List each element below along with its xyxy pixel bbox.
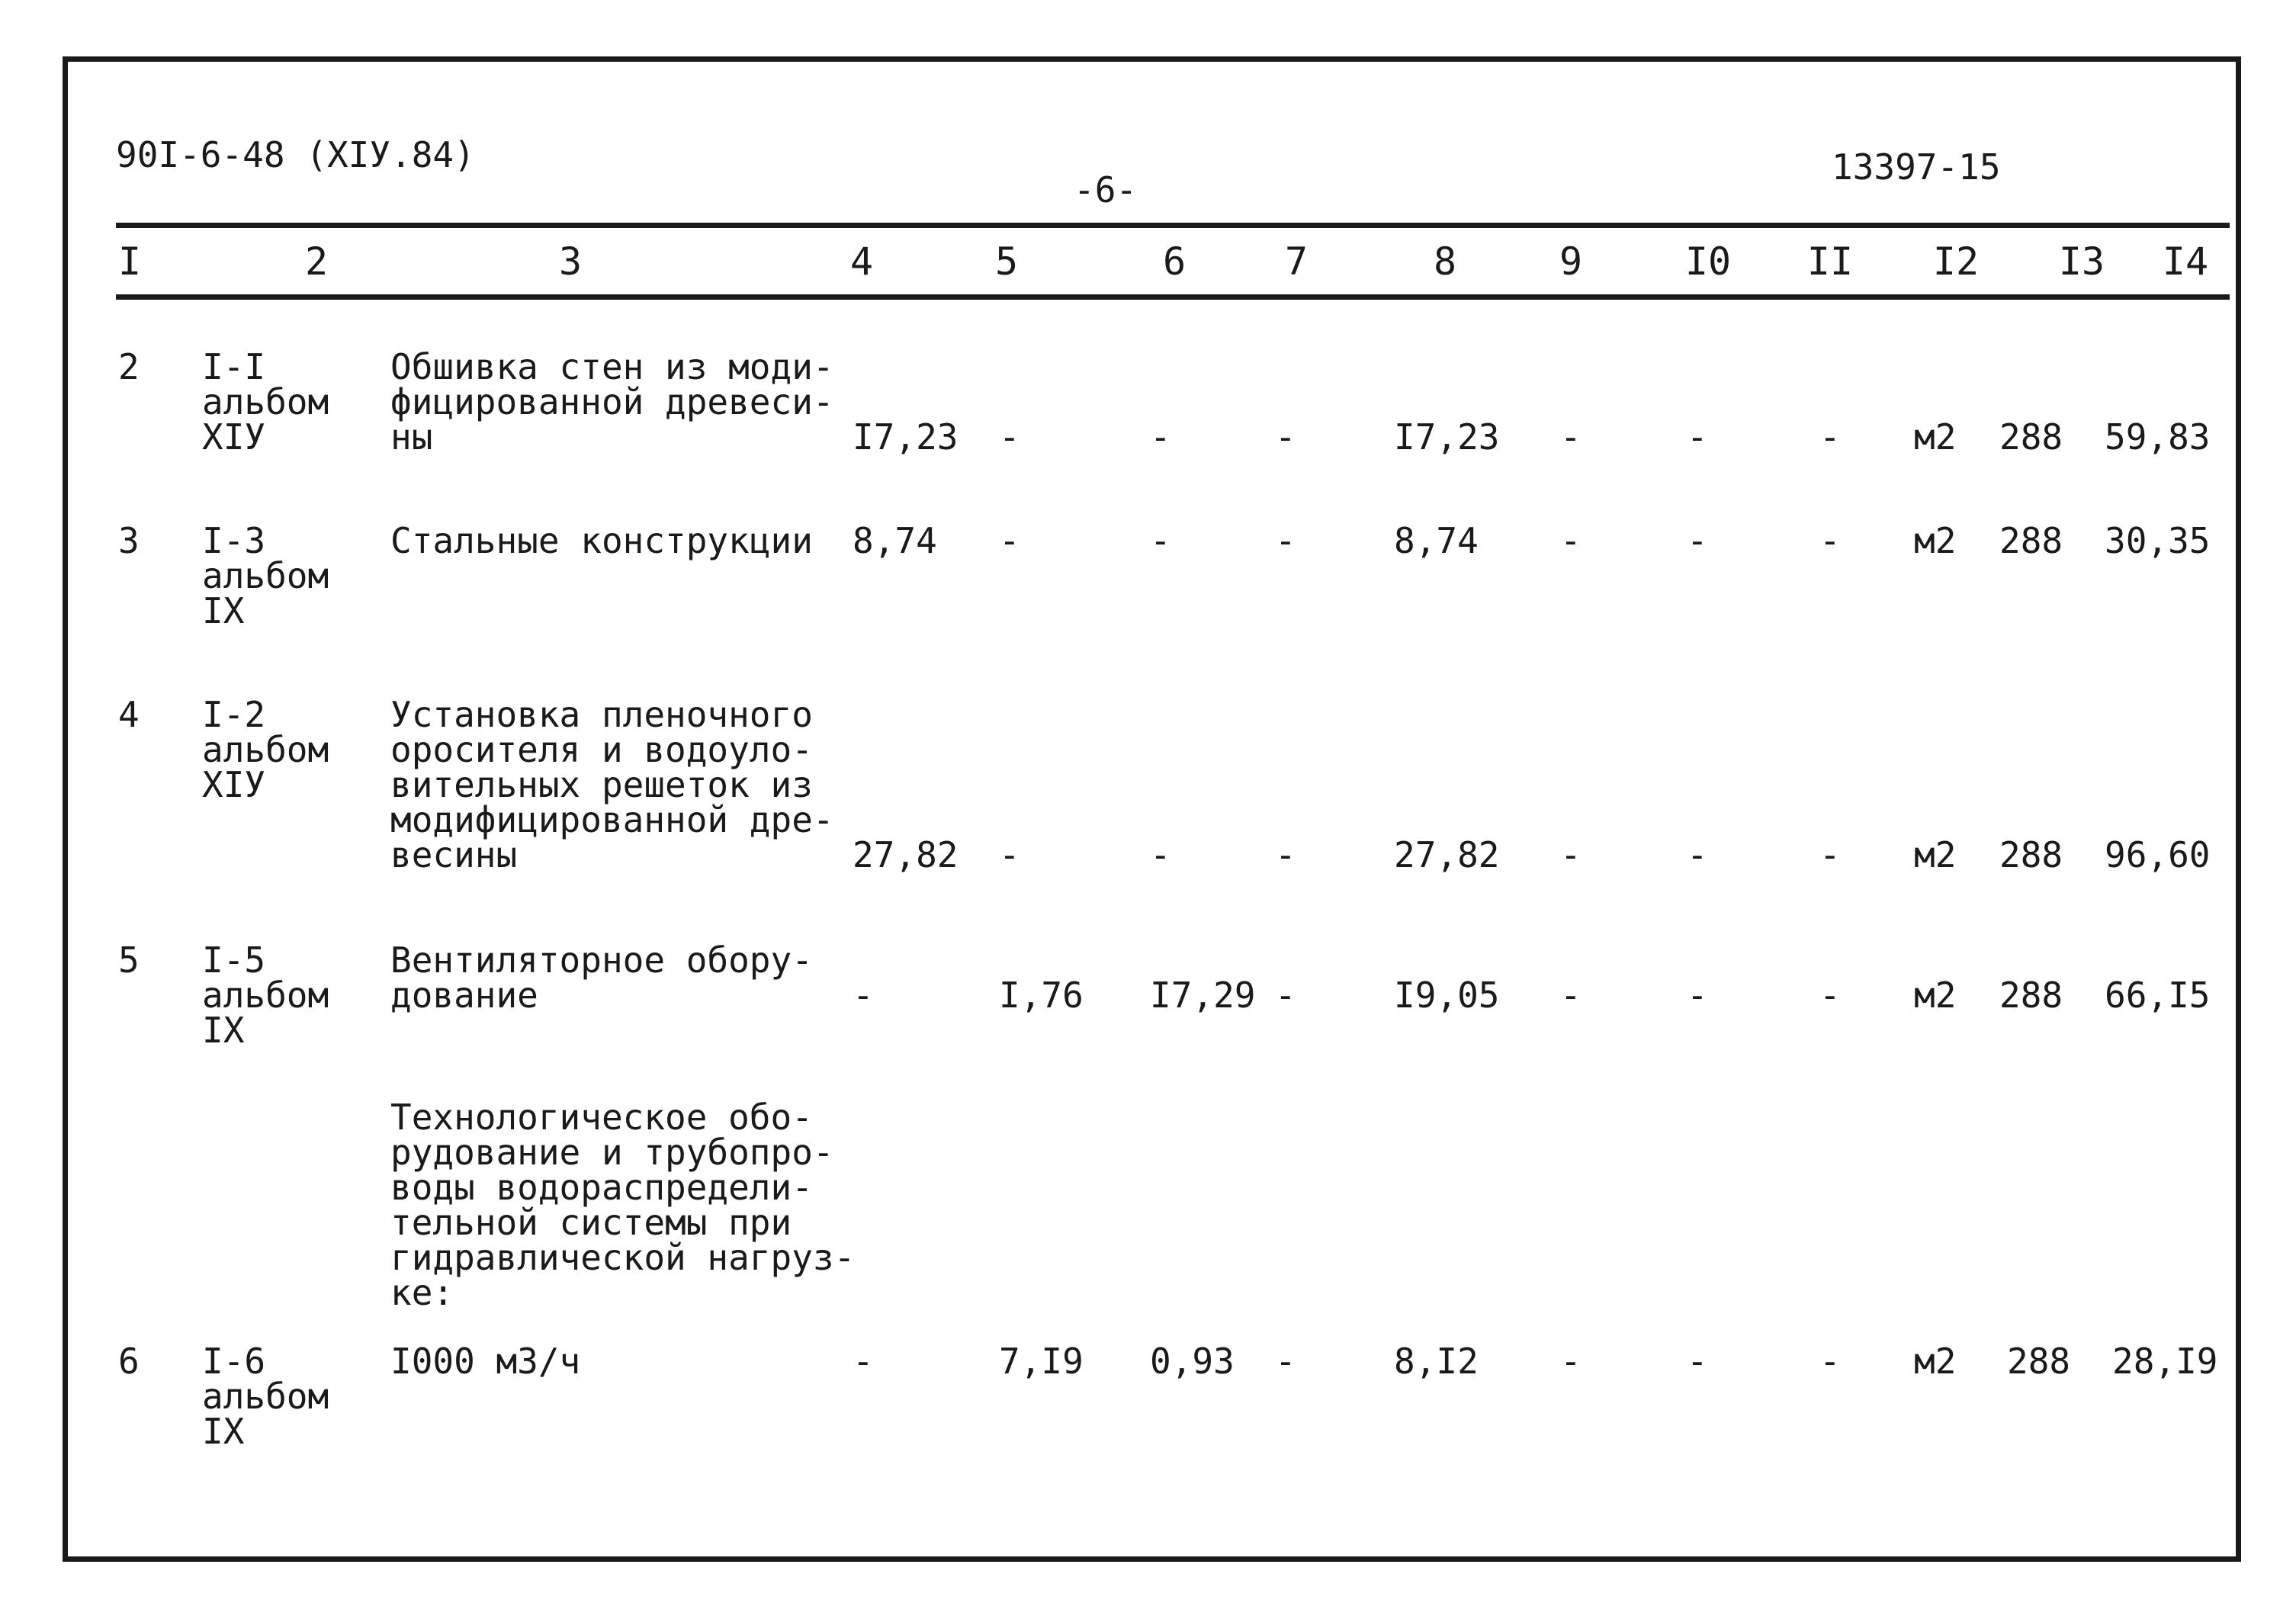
row-description [390, 346, 834, 458]
cell-col13: 288 [1999, 520, 2063, 561]
cell-col9: - [1560, 975, 1582, 1016]
cell-col14: 59,83 [2105, 416, 2211, 458]
cell-col8: 8,I2 [1394, 1341, 1479, 1382]
col-number-8: 8 [1433, 239, 1457, 284]
desc-line: Установка пленочного [390, 694, 813, 735]
doc-code: 90I-6-48 (XIУ.84) [116, 134, 475, 175]
ref-line: XIУ [202, 416, 266, 458]
table-top-rule [116, 223, 2230, 228]
section-description [390, 1097, 856, 1313]
row-description [390, 520, 813, 561]
cell-col14: 28,I9 [2112, 1341, 2218, 1382]
row-reference [202, 939, 329, 1051]
cell-col4: 8,74 [853, 520, 937, 561]
desc-line: ны [390, 416, 433, 458]
cell-col11: - [1819, 834, 1841, 875]
col-number-5: 5 [994, 239, 1019, 284]
col-number-3: 3 [558, 239, 583, 284]
desc-line: Технологическое обо- [390, 1097, 813, 1138]
cell-col8: 8,74 [1394, 520, 1479, 561]
desc-line: тельной системы при [390, 1202, 792, 1243]
ref-line: I-5 [202, 939, 266, 981]
row-reference [202, 520, 329, 631]
col-number-13: I3 [2058, 239, 2105, 284]
desc-line: оросителя и водоуло- [390, 729, 813, 770]
row-description [390, 694, 834, 875]
ref-line: I-3 [202, 520, 266, 561]
cell-col5: - [999, 520, 1020, 561]
cell-col9: - [1560, 834, 1582, 875]
row-number: 6 [118, 1341, 140, 1382]
col-number-11: II [1806, 239, 1854, 284]
desc-line: весины [390, 834, 518, 875]
cell-col14: 30,35 [2105, 520, 2211, 561]
cell-unit: м2 [1914, 834, 1957, 875]
cell-col4: I7,23 [853, 416, 959, 458]
cell-col7: - [1275, 520, 1296, 561]
col-number-7: 7 [1284, 239, 1309, 284]
cell-col6: I7,29 [1150, 975, 1256, 1016]
row-number: 4 [118, 694, 140, 735]
cell-col4: 27,82 [853, 834, 959, 875]
ref-line: XIУ [202, 764, 266, 805]
desc-line: Стальные конструкции [390, 520, 813, 561]
row-reference [202, 346, 329, 458]
desc-line: рудование и трубопро- [390, 1132, 834, 1173]
desc-line: Обшивка стен из моди- [390, 346, 834, 387]
ref-line: альбом [202, 1376, 329, 1417]
col-number-4: 4 [849, 239, 874, 284]
col-number-6: 6 [1162, 239, 1187, 284]
ref-line: IX [202, 1010, 245, 1051]
cell-col8: I7,23 [1394, 416, 1500, 458]
cell-col9: - [1560, 416, 1582, 458]
sheet-id: 13397-15 [1832, 146, 2001, 188]
ref-line: альбом [202, 729, 329, 770]
cell-col6: 0,93 [1150, 1341, 1235, 1382]
row-description [390, 1341, 581, 1382]
ref-line: I-2 [202, 694, 266, 735]
row-description [390, 939, 813, 1016]
ref-line: альбом [202, 975, 329, 1016]
cell-col8: 27,82 [1394, 834, 1500, 875]
row-reference [202, 694, 329, 805]
ref-line: I-I [202, 346, 266, 387]
cell-col6: - [1150, 520, 1171, 561]
cell-col10: - [1687, 520, 1708, 561]
cell-col7: - [1275, 975, 1296, 1016]
cell-col5: I,76 [999, 975, 1084, 1016]
cell-col13: 288 [2007, 1341, 2071, 1382]
cell-col9: - [1560, 1341, 1582, 1382]
col-number-1: I [117, 239, 142, 284]
desc-line: Вентиляторное обору- [390, 939, 813, 981]
cell-unit: м2 [1914, 520, 1957, 561]
cell-col10: - [1687, 975, 1708, 1016]
desc-line: дование [390, 975, 538, 1016]
cell-col13: 288 [1999, 834, 2063, 875]
cell-col10: - [1687, 834, 1708, 875]
row-number: 3 [118, 520, 140, 561]
ref-line: альбом [202, 555, 329, 596]
cell-col6: - [1150, 416, 1171, 458]
cell-col10: - [1687, 1341, 1708, 1382]
cell-col11: - [1819, 416, 1841, 458]
cell-col14: 96,60 [2105, 834, 2211, 875]
desc-line: гидравлической нагруз- [390, 1237, 856, 1278]
cell-col4: - [853, 975, 874, 1016]
row-number: 2 [118, 346, 140, 387]
cell-col11: - [1819, 975, 1841, 1016]
desc-line: I000 м3/ч [390, 1341, 581, 1382]
ref-line: I-6 [202, 1341, 266, 1382]
row-reference [202, 1341, 329, 1452]
page-number: -6- [1074, 169, 1138, 210]
cell-col13: 288 [1999, 975, 2063, 1016]
page-frame [63, 56, 2241, 1562]
desc-line: фицированной древеси- [390, 381, 834, 422]
desc-line: ке: [390, 1272, 454, 1313]
ref-line: альбом [202, 381, 329, 422]
cell-col11: - [1819, 520, 1841, 561]
cell-col6: - [1150, 834, 1171, 875]
ref-line: IX [202, 590, 245, 631]
cell-unit: м2 [1914, 975, 1957, 1016]
cell-col5: - [999, 834, 1020, 875]
col-number-9: 9 [1559, 239, 1583, 284]
cell-col7: - [1275, 1341, 1296, 1382]
cell-unit: м2 [1914, 1341, 1957, 1382]
cell-col8: I9,05 [1394, 975, 1500, 1016]
cell-col5: - [999, 416, 1020, 458]
cell-unit: м2 [1914, 416, 1957, 458]
row-number: 5 [118, 939, 140, 981]
col-number-14: I4 [2162, 239, 2209, 284]
cell-col7: - [1275, 834, 1296, 875]
ref-line: IX [202, 1411, 245, 1452]
cell-col4: - [853, 1341, 874, 1382]
cell-col5: 7,I9 [999, 1341, 1084, 1382]
cell-col10: - [1687, 416, 1708, 458]
desc-line: модифицированной дре- [390, 799, 834, 840]
col-number-12: I2 [1932, 239, 1980, 284]
table-header-rule [116, 294, 2230, 300]
col-number-2: 2 [304, 239, 329, 284]
cell-col9: - [1560, 520, 1582, 561]
cell-col13: 288 [1999, 416, 2063, 458]
cell-col11: - [1819, 1341, 1841, 1382]
cell-col14: 66,I5 [2105, 975, 2211, 1016]
desc-line: вительных решеток из [390, 764, 813, 805]
desc-line: воды водораспредели- [390, 1167, 813, 1208]
cell-col7: - [1275, 416, 1296, 458]
col-number-10: I0 [1684, 239, 1732, 284]
